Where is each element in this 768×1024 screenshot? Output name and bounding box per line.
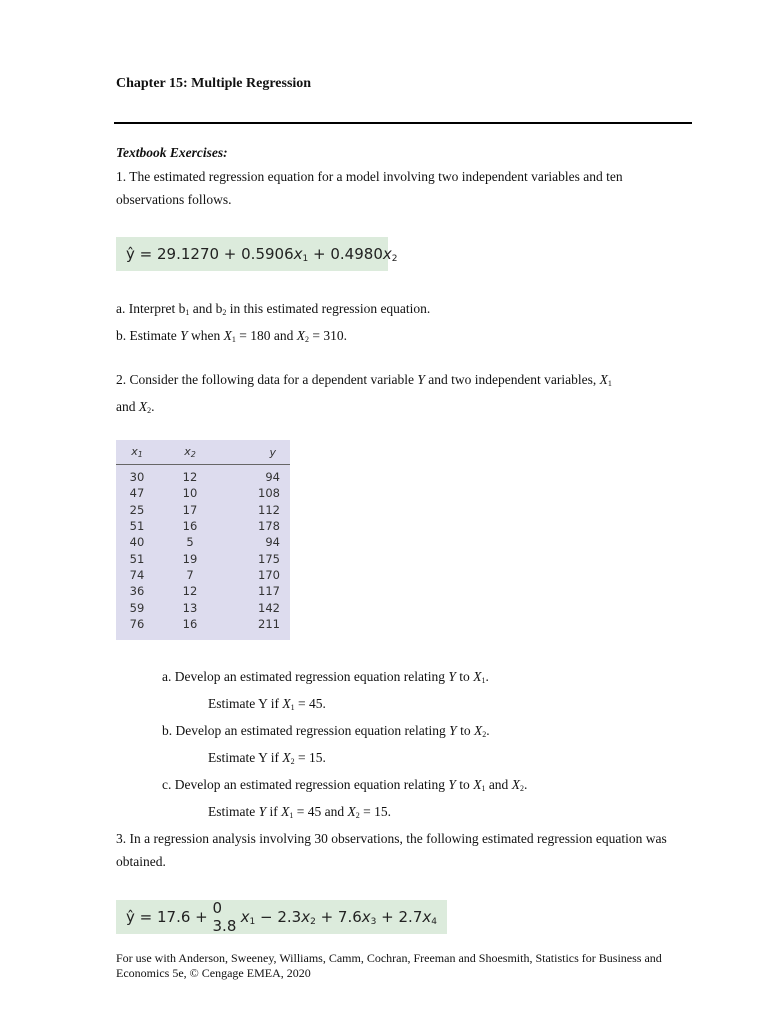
table-cell: 74 — [129, 567, 145, 582]
eq1-b2: 0.4980 — [330, 245, 383, 263]
table-cell: 59 — [129, 600, 145, 615]
table-row — [116, 583, 290, 599]
table-cell: 170 — [258, 567, 280, 582]
question-2-text: 2. Consider the following data for a dependent variable Y and two independent variables, $X_1$ and $X_2$. — [116, 372, 612, 415]
col-header-y: y — [222, 440, 290, 465]
table-cell: 30 — [129, 470, 145, 485]
col-header-x2: $x_2$ — [158, 440, 222, 465]
table-cell: 51 — [129, 519, 145, 534]
table-row — [116, 502, 290, 518]
table-cell: 142 — [258, 600, 280, 615]
section-label: Textbook Exercises: — [116, 145, 228, 160]
table-cell: 25 — [129, 502, 145, 517]
table-cell: 17 — [182, 502, 198, 517]
equation-1: ŷ = 29.1270 + 0.5906 x 1 + 0.4980 x 2 — [116, 237, 388, 271]
question-3-text: 3. In a regression analysis involving 30 observations, the following estimated regression equation was obtained. — [116, 831, 667, 869]
eq1-yhat: ŷ — [126, 245, 135, 263]
table-cell: 7 — [186, 567, 194, 582]
chapter-title: Chapter 15: Multiple Regression — [116, 76, 312, 91]
table-cell: 5 — [186, 535, 194, 550]
q2-part-a-sub: Estimate Y if $X_1 = 45$. — [208, 696, 326, 712]
table-cell: 94 — [265, 535, 280, 550]
q1-part-a: a. Interpret $b_1$ and $b_2$ in this estimated regression equation. — [116, 301, 431, 317]
table-row — [116, 567, 290, 583]
table-cell: 16 — [182, 616, 198, 631]
table-cell: 36 — [129, 584, 145, 599]
q2-part-b-sub: Estimate Y if $X_2 = 15$. — [208, 750, 326, 766]
q2-part-a: a. Develop an estimated regression equation relating Y to $X_1$. — [162, 669, 489, 685]
table-cell: 12 — [182, 584, 198, 599]
table-cell: 178 — [258, 519, 280, 534]
table-cell: 13 — [182, 600, 198, 615]
table-cell: 47 — [129, 486, 145, 501]
eq1-c0: 29.1270 — [157, 245, 220, 263]
table-cell: 40 — [129, 535, 145, 550]
equation-3: ŷ = 17.6 + 0 3.8 x 1 − 2.3 x 2 + 7.6 x 3 + 2.7 x 4 — [116, 900, 447, 934]
table-row — [116, 616, 290, 632]
table-cell: 10 — [182, 486, 198, 501]
q2-part-c: c. Develop an estimated regression equation relating Y to $X_1$ and $X_2$. — [162, 777, 528, 793]
table-cell: 19 — [182, 551, 198, 566]
table-row — [116, 534, 290, 550]
table-row — [116, 599, 290, 615]
table-cell: 175 — [258, 551, 280, 566]
q2-part-c-sub: Estimate Y if $X_1 = 45$ and $X_2 = 15$. — [208, 804, 391, 820]
table-cell: 108 — [258, 486, 280, 501]
table-row — [116, 485, 290, 501]
data-table — [116, 440, 290, 640]
col-header-x1: $x_1$ — [116, 440, 158, 465]
table-cell: 76 — [129, 616, 145, 631]
question-1-text: 1. The estimated regression equation for a model involving two independent variables and ten observations follows. — [116, 169, 623, 207]
table-row — [116, 465, 290, 486]
q2-part-b: b. Develop an estimated regression equation relating Y to $X_2$. — [162, 723, 490, 739]
question-2-parts — [162, 665, 527, 827]
table-cell: 117 — [258, 584, 280, 599]
title-divider — [114, 122, 692, 124]
table-cell: 16 — [182, 519, 198, 534]
table-cell: 94 — [265, 470, 280, 485]
q1-part-b: b. Estimate Y when $X_1 = 180$ and $X_2 = 310$. — [116, 328, 347, 344]
question-1-parts — [116, 297, 430, 351]
table-row — [116, 518, 290, 534]
table-cell: 112 — [258, 502, 280, 517]
page-footer: For use with Anderson, Sweeney, Williams, Camm, Cochran, Freeman and Shoesmith, Statistics for Business and Economics 5e, © Cengage EMEA, 2020 — [116, 951, 662, 980]
table-cell: 211 — [258, 616, 280, 631]
table-cell: 51 — [129, 551, 145, 566]
table-cell: 12 — [182, 470, 198, 485]
table-row — [116, 550, 290, 566]
eq1-b1: 0.5906 — [241, 245, 294, 263]
